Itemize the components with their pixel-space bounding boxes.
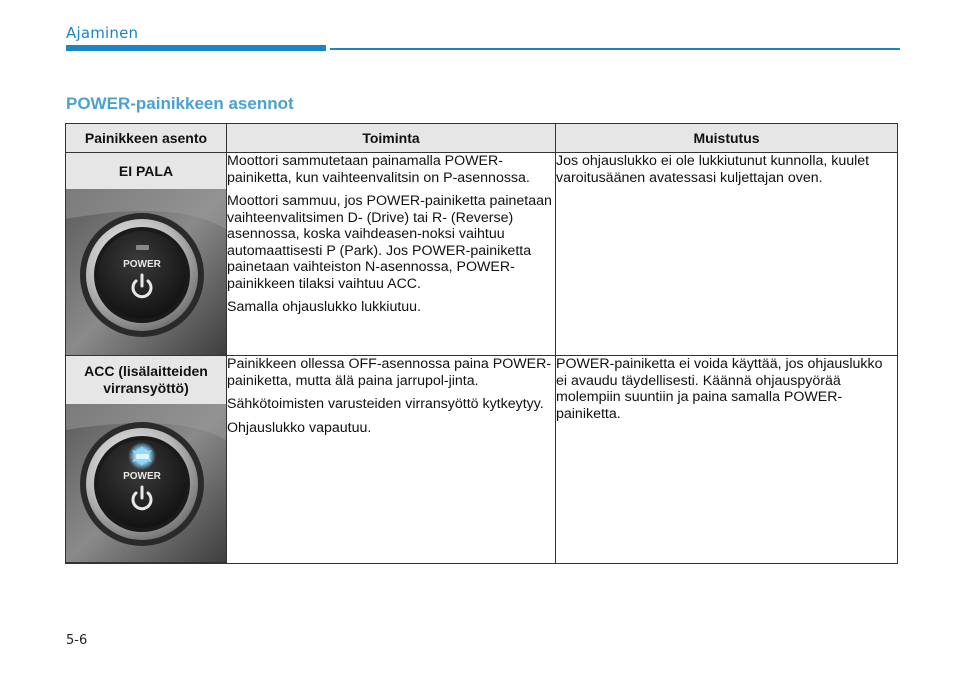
column-header-reminder: Muistutus	[556, 124, 898, 153]
function-cell	[227, 356, 556, 564]
position-label: EI PALA	[66, 153, 226, 189]
table-row	[66, 356, 898, 564]
column-header-function: Toiminta	[227, 124, 556, 153]
table-row	[66, 153, 898, 356]
function-text: Sähkötoimisten varusteiden virransyöttö kytkeytyy.	[227, 396, 544, 412]
power-positions-table	[65, 123, 898, 564]
column-header-position: Painikkeen asento	[66, 124, 227, 153]
reminder-text: Jos ohjauslukko ei ole lukkiutunut kunnolla, kuulet varoitusäänen avatessasi kuljettajan oven.	[556, 153, 870, 186]
function-text: Moottori sammutetaan painamalla POWER-painiketta, kun vaihteenvalitsin on P-asennossa.	[227, 153, 530, 186]
section-header: Ajaminen	[66, 24, 139, 42]
indicator-light-icon	[128, 442, 156, 470]
header-rule-thin	[330, 48, 900, 50]
header-rule-thick	[66, 45, 326, 51]
page-number: 5-6	[66, 633, 88, 648]
power-button-off-image	[66, 189, 226, 355]
page-title: POWER-painikkeen asennot	[66, 94, 294, 113]
power-button-acc-image	[66, 404, 226, 562]
function-text: Painikkeen ollessa OFF-asennossa paina POWER-painiketta, mutta älä paina jarrupol-jinta.	[227, 356, 552, 389]
position-cell	[66, 153, 227, 356]
function-cell	[227, 153, 556, 356]
function-text: Moottori sammuu, jos POWER-painiketta painetaan vaihteenvalitsimen D- (Drive) tai R- (Reverse) asennossa, koska vaihdeasen-noksi vaihtuu automaattisesti P (Park). Jos POWER-painiketta painetaan vaihteiston N-asennossa, POWER-painikkeen tilaksi vaihtuu ACC.	[227, 193, 552, 292]
reminder-text: POWER-painiketta ei voida käyttää, jos ohjauslukko ei avaudu täydellisesti. Käännä ohjauspyörää molempiin suuntiin ja paina samalla POWER-painiketta.	[556, 356, 883, 422]
position-cell	[66, 356, 227, 564]
function-text: Ohjauslukko vapautuu.	[227, 419, 372, 436]
function-text: Samalla ohjauslukko lukkiutuu.	[227, 299, 422, 315]
table-header-row	[66, 124, 898, 153]
power-button-label: POWER	[123, 471, 161, 482]
indicator-light-icon	[136, 245, 149, 250]
reminder-cell	[556, 153, 898, 356]
reminder-cell	[556, 356, 898, 564]
position-label: ACC (lisälaitteiden virransyöttö)	[66, 356, 226, 404]
power-button-label: POWER	[123, 259, 161, 270]
